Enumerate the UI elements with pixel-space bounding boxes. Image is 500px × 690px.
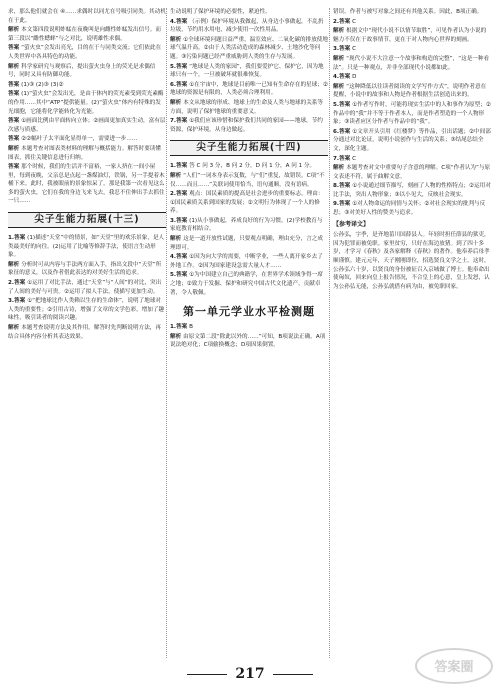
answer-paragraph: [333, 182, 491, 199]
answer-tag: 解析: [333, 165, 347, 172]
answer-text: (1)描述“天堂”中的情景，如“天堂”里的欢乐景象，是人类最美好的向往。(2)运用了比喻等修辞手法，使语言生动形象。: [8, 235, 165, 259]
answer-text: ①作者写作时，可能将现实生活中的人和事作为原型；②作品中的“我”并不等于作者本人，而是作者塑造的一个人物形象；③读者应区分作者与作品中的“我”。: [333, 101, 491, 126]
answer-tag: 6.答案: [170, 81, 190, 88]
answer-paragraph: [8, 81, 166, 90]
answer-tag: 4.答案: [333, 74, 353, 81]
answer-tag: 6.答案: [333, 128, 353, 135]
answer-tag: 8.答案: [333, 183, 353, 190]
answer-text: “萤火虫”会发出亮光，目的在于与同类交流；它们依此在人类世界中各具特色的功能。: [8, 45, 162, 60]
answer-paragraph: [170, 99, 328, 116]
answer-tag: 4.答案: [170, 254, 190, 261]
answer-paragraph: [170, 81, 328, 98]
answer-paragraph: [333, 83, 491, 100]
answer-text: （示例）保护环境从我做起，从身边小事做起，不乱扔垃圾，节约用水用电，减少使用一次性用品。: [170, 18, 324, 34]
answer-tag: 3.答案: [170, 217, 190, 224]
answer-paragraph: [8, 163, 166, 206]
answer-text: (1)“萤火虫”会发出光，是由于体内的荧光素受到荧光素酶的作用……其中“ATP”提供能量。(2)“萤火虫”体内有特殊的发光细胞，它能将化学能转化为光能。: [8, 91, 164, 115]
answer-paragraph: [333, 45, 491, 54]
answer-text: 本题考查对文中重要句子含意的理解。C项“作者认为”与原文表述不符，属于曲解文意。: [333, 165, 491, 180]
answer-paragraph: [8, 135, 166, 144]
answer-paragraph: [333, 27, 491, 44]
answer-text: 错误。作者与被写对象之间还有其他关系。因此，B项正确。: [333, 9, 483, 15]
answer-paragraph: [170, 117, 328, 134]
watermark-logo: [414, 646, 494, 686]
answer-text: ①运用了对比手法，通过“天堂”与“人间”的对比，突出了人间的美好与可贵。②运用了拟人手法，使描写更加生动。: [8, 280, 162, 295]
answer-text: ②②幅叶子太平面化显得单一，需要进一步……: [21, 136, 138, 143]
answer-text: 本文第四段说明蚱蜢在夜晚叫是向雌性蚱蜢发出信号。而第三段以“雌性蟋蟀”与之对比，说明雄性求偶。: [8, 27, 161, 42]
answer-paragraph: [333, 55, 491, 72]
answer-tag: 7.答案: [333, 155, 353, 162]
answer-paragraph: [333, 155, 491, 164]
section-title: 第一单元学业水平检测题: [183, 305, 315, 319]
answer-paragraph: [170, 253, 328, 270]
answer-tag: 答案: [8, 136, 22, 143]
answer-tag: 1.答案: [8, 235, 28, 242]
answer-text: C: [352, 155, 357, 162]
answer-tag: 5.答案: [333, 101, 353, 108]
answer-text: 公孙弘，字季，是齐地菑川国薛县人。年轻时担任薛县的狱吏，因为犯罪而被免职。家里贫穷，只好在海边放猪。到了四十多岁，才学习《春秋》及各家解释《春秋》的著作。他奉养后母孝顺谨慎。建元元年，天子刚刚即位，招选贤良文学之士。这时，公孙弘六十岁，以贤良的身份被征召入京城做了博士。他奉命出使匈奴，回来向皇上报告情况，不合皇上的心意，皇上发怒，认为公孙弘无能，公孙弘就借有病为由，被免职回家。: [333, 232, 490, 290]
answer-tag: 解析: [170, 236, 184, 243]
answer-tag: 解析: [170, 99, 184, 106]
answer-paragraph: [170, 36, 328, 62]
answer-paragraph: [170, 271, 328, 297]
answer-paragraph: [333, 73, 491, 82]
answer-text: B: [189, 324, 193, 331]
answer-tag: 解析: [8, 261, 22, 268]
answer-text: 本题考查说明方法及其作用。解答时先判断说明方法，再结合具体内容分析其表达效果。: [8, 325, 161, 340]
answer-text: 生动说明了保护环境的必要性，紧迫性。: [170, 9, 271, 15]
answer-paragraph: [333, 18, 491, 27]
answer-text: 本题考查对图表类材料的理解与概括能力。解答时要读懂图表，抓住关键信息进行归纳。: [8, 145, 161, 161]
answer-paragraph: [170, 190, 328, 216]
answer-text: 观点：国民素质的提高是社会进步的重要标志。理由：①国民素质关系到国家的发展；②文明行为体现了一个人的修养。: [170, 191, 324, 215]
answer-paragraph: [8, 26, 166, 43]
answer-text: “这种降低以往读者阅读的文学写作方式”，说明作者意在提醒，小说中的故事和人物是作者根据生活创造出来的。: [333, 83, 487, 99]
answer-text: D: [352, 74, 357, 81]
answer-tag: 解析: [170, 172, 184, 179]
answer-text: ①全球环境问题日益严重，温室效应、二氧化碳的排放使地球气温升高。②由于人类活动造成的森林减少、土地沙化等问题。③污染问题已经严重威胁到人类的生存与发展。: [170, 36, 328, 60]
answer-tag: 答案: [8, 164, 22, 171]
answer-paragraph: [8, 145, 166, 162]
answer-tag: 答案: [8, 81, 22, 88]
answer-tag: 2.答案: [333, 18, 353, 25]
answer-text: 由原文第二段“除此以外的……”可知，B项说法正确。A项说法绝对化；C项偷换概念；D项因果倒置。: [170, 333, 326, 349]
answer-paragraph: [170, 63, 328, 80]
answer-paragraph: [170, 172, 328, 189]
answer-tag: 解析: [333, 55, 347, 62]
answer-paragraph: [8, 117, 166, 134]
answer-paragraph: [8, 8, 166, 25]
answer-tag: 5.答案: [170, 63, 190, 70]
answer-text: ①为中国建立自己的典籍学，在世界学术领域争得一席之地；②致力于发掘、保护和研究中国古代文化遗产，贡献卓著，令人敬佩。: [170, 272, 323, 296]
answer-text: “地球是人类的家园”，我们要爱护它、保护它，因为地球只有一个，一旦被破坏就很难恢复。: [170, 63, 324, 79]
answer-paragraph: [8, 279, 166, 296]
answer-tag: 解析: [8, 325, 22, 331]
answer-paragraph: [170, 162, 328, 171]
answer-paragraph: [170, 18, 328, 35]
column-2: [170, 8, 328, 351]
answer-text: 这是一道开放性试题，只要观点明确，理由充分，言之成理即可。: [170, 236, 323, 251]
answer-text: ①在宇宙中，地球是目前唯一已知有生命存在的星球；②地球的资源是有限的，人类必须合理利用。: [170, 81, 328, 97]
answer-paragraph: [170, 333, 328, 350]
answer-text: C: [352, 46, 357, 53]
answer-tag: 3.答案: [333, 46, 353, 53]
answer-paragraph: [333, 231, 491, 291]
answer-text: “现代小说不大注意一个故事和构造的完整”，“这是一种看法”。只是一种观点，并非全部现代小说都如此。: [333, 55, 490, 71]
answer-text: ①“把地球比作人类赖以生存的生命体”，说明了地球对人类的重要性；②引用古诗，增强了文章的文学色彩，增加了趣味性，吸引读者的阅读兴趣。: [8, 298, 165, 322]
answer-tag: 3.答案: [8, 298, 28, 305]
section-title: 尖子生能力拓展(十四): [170, 140, 328, 156]
answer-text: (1)③ (2)③ (3)②: [21, 81, 64, 88]
answer-paragraph: [8, 324, 166, 341]
answer-text: 那个时候，我们的生活并不富裕，一家人挤在一间小屋里，每到夜晚，父亲总是点起一盏煤油灯，铁锅，另一手提着木桶下来。此时，我被眼前的景象惊呆了，那是我第一次看见这么多的萤火虫，它们在我的身边飞来飞去，我忍不住伸出手去抓住一只……: [8, 164, 165, 205]
answer-paragraph: [170, 323, 328, 332]
reference-heading: 【参考译文】: [333, 220, 370, 228]
answer-tag: 9.答案: [333, 201, 353, 208]
answer-text: 求，那么他们就会在 ④……求偶时以同尤在号吸引同类。其动机在于此。: [8, 9, 166, 24]
answer-paragraph: [170, 8, 328, 17]
column-3: [333, 8, 491, 292]
answer-tag: 2.答案: [170, 191, 190, 198]
answer-text: 根据文中“现代小说不以情节取胜”，可见作者认为小说的魅力不仅在于故事情节，更在于对人物内心世界的刻画。: [333, 28, 487, 43]
answer-paragraph: [8, 297, 166, 323]
answer-tag: 7.答案: [170, 118, 190, 125]
answer-paragraph: [333, 8, 491, 17]
answer-paragraph: [333, 164, 491, 181]
answer-text: 科学家研究与观察后，提出萤火虫身上的荧光是求偶信号，同时又具有防御功能。: [8, 63, 156, 79]
svg-text:答案圈: 答案圈: [434, 660, 474, 675]
answer-tag: 解析: [170, 333, 184, 340]
answer-tag: 解析: [8, 63, 22, 70]
answer-paragraph: [333, 200, 491, 217]
answer-tag: 5.答案: [170, 272, 190, 279]
answer-paragraph: [170, 217, 328, 234]
answer-tag: 4.答案: [170, 18, 190, 25]
column-divider: [329, 8, 330, 658]
answer-paragraph: [8, 90, 166, 116]
page-number: 217: [0, 666, 500, 682]
column-1: [8, 8, 166, 342]
answer-text: ①我们应该珍惜和保护我们共同的家园——地球，节约资源，保护环境，从身边做起。: [170, 118, 323, 133]
column-divider: [166, 8, 167, 658]
answer-tag: 解析: [8, 27, 22, 34]
answer-paragraph: [8, 44, 166, 61]
answer-tag: 解析: [333, 83, 347, 90]
answer-paragraph: [333, 101, 491, 127]
answer-paragraph: [8, 234, 166, 260]
answer-text: ①文章开头引用《红楼梦》等作品，引出话题；②中间部分通过对比论证，说明小说创作与生活的关系；③结尾总结全文，深化主题。: [333, 128, 491, 152]
answer-tag: 1.答案: [170, 163, 190, 170]
answer-tag: 解析: [333, 28, 347, 35]
answer-paragraph: [8, 63, 166, 80]
answer-text: (1)从小事做起，养成良好的行为习惯。(2)学校教育与家庭教育相结合。: [170, 217, 323, 233]
answer-text: 本文从地球的形成、地球上的生命及人类与地球的关系等方面，说明了保护地球的重要意义。: [170, 99, 323, 115]
answer-paragraph: [333, 128, 491, 154]
answer-text: ①对人物命运的同情与关怀；②对社会现实的批判与反思；③对美好人性的赞美与追求。: [333, 201, 486, 217]
answer-tag: 答案: [8, 118, 22, 125]
answer-tag: 解析: [8, 145, 22, 152]
answer-text: C: [352, 18, 357, 25]
answer-text: 分析时可从内容与手法两方面入手，指出文段中“天堂”所象征的意义，以及作者借此表达的对美好生活的追求。: [8, 261, 162, 277]
answer-tag: 解析: [170, 36, 184, 43]
answer-text: ①小说通过细节描写，刻画了人物的性格特点；②运用对比手法，突出人物形象；③以小见大，反映社会现实。: [333, 183, 491, 198]
answer-paragraph: [8, 261, 166, 278]
answer-tag: 1.答案: [170, 324, 190, 331]
answer-text: ①因为向大学的需要，中断学业，一些人离开家乡去了外地工作。②因为国家建设急需大量人才……: [170, 254, 323, 269]
answer-tag: 2.答案: [8, 280, 28, 287]
answer-paragraph: [170, 235, 328, 252]
answer-text: 答 C 问 3 分，B 问 2 分，D 问 1 分，A 问 1 分。: [189, 163, 316, 170]
section-title: 尖子生能力拓展(十三): [8, 212, 166, 228]
answer-text: ①画面比例由平面转向立体；②画面更加真实生动，富有层次感与质感。: [8, 118, 166, 133]
answer-text: “人们”一词本身表示复数，与“们”重复，故错误。C项“不仅……而且……”关联词使用恰当，语句通顺，没有语病。: [170, 172, 325, 188]
answer-tag: 答案: [8, 91, 22, 98]
answer-tag: 答案: [8, 45, 22, 52]
